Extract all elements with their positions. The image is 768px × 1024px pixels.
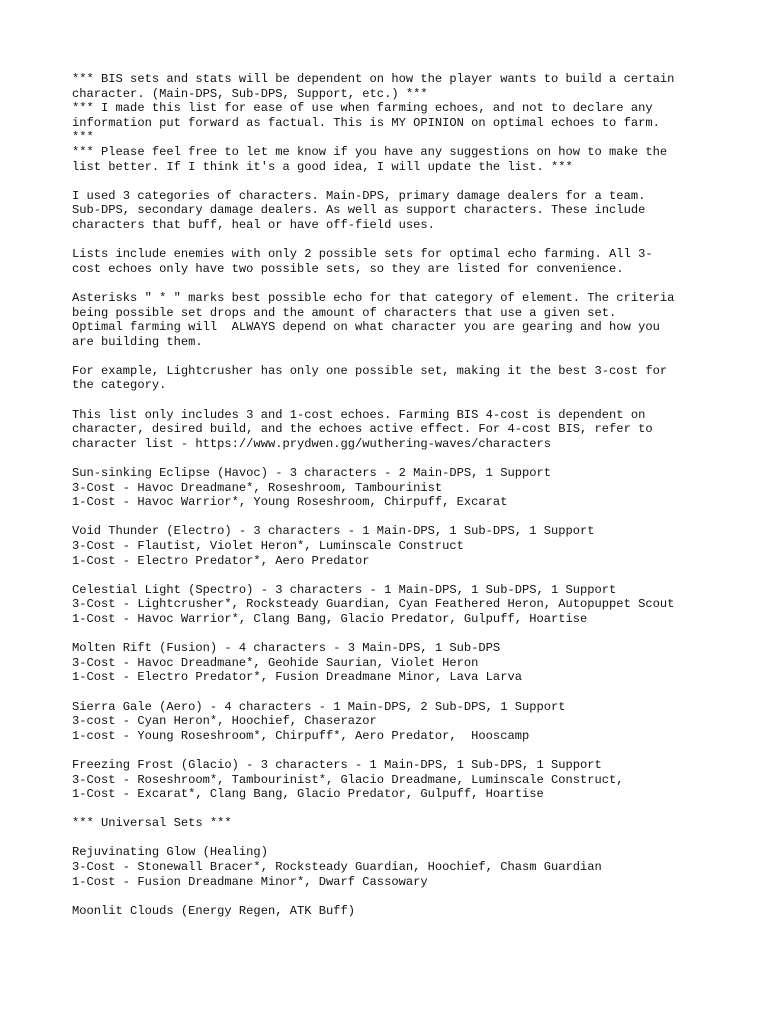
- paragraph: [72, 758, 732, 802]
- text-line: cost echoes only have two possible sets, so they are listed for convenience.: [72, 261, 624, 276]
- text-line: *** I made this list for ease of use when farming echoes, and not to declare any: [72, 101, 653, 116]
- text-line: Sierra Gale (Aero) - 4 characters - 1 Main-DPS, 2 Sub-DPS, 1 Support: [72, 699, 566, 714]
- text-line: 1-Cost - Electro Predator*, Fusion Dreadmane Minor, Lava Larva: [72, 670, 522, 685]
- text-line: *** Please feel free to let me know if you have any suggestions on how to make the: [72, 144, 668, 159]
- paragraph: [72, 700, 732, 744]
- paragraph: [72, 904, 732, 919]
- text-line: 1-Cost - Havoc Warrior*, Young Roseshroom, Chirpuff, Excarat: [72, 495, 508, 510]
- paragraph: [72, 291, 732, 349]
- text-line: characters that buff, heal or have off-field uses.: [72, 217, 435, 232]
- paragraph: [72, 466, 732, 510]
- text-line: 3-Cost - Havoc Dreadmane*, Roseshroom, Tambourinist: [72, 480, 443, 495]
- paragraph: [72, 524, 732, 568]
- text-line: *** BIS sets and stats will be dependent on how the player wants to build a certain: [72, 72, 675, 86]
- text-line: are building them.: [72, 334, 203, 349]
- paragraph: [72, 583, 732, 627]
- text-line: *** Universal Sets ***: [72, 816, 232, 831]
- paragraph: [72, 72, 732, 174]
- text-line: Celestial Light (Spectro) - 3 characters - 1 Main-DPS, 1 Sub-DPS, 1 Support: [72, 582, 617, 597]
- text-line: 1-Cost - Fusion Dreadmane Minor*, Dwarf Cassowary: [72, 874, 428, 889]
- paragraph: [72, 408, 732, 452]
- text-line: Moonlit Clouds (Energy Regen, ATK Buff): [72, 903, 356, 918]
- text-line: character, desired build, and the echoes active effect. For 4-cost BIS, refer to: [72, 422, 653, 437]
- text-line: Optimal farming will ALWAYS depend on what character you are gearing and how you: [72, 320, 660, 335]
- text-line: 1-Cost - Havoc Warrior*, Clang Bang, Glacio Predator, Gulpuff, Hoartise: [72, 611, 588, 626]
- text-line: ***: [72, 130, 94, 145]
- text-line: 1-Cost - Electro Predator*, Aero Predator: [72, 553, 370, 568]
- text-line: Molten Rift (Fusion) - 4 characters - 3 Main-DPS, 1 Sub-DPS: [72, 641, 501, 656]
- text-line: 3-Cost - Roseshroom*, Tambourinist*, Glacio Dreadmane, Luminscale Construct,: [72, 772, 624, 787]
- text-line: I used 3 categories of characters. Main-DPS, primary damage dealers for a team.: [72, 188, 646, 203]
- text-line: information put forward as factual. This is MY OPINION on optimal echoes to farm.: [72, 115, 660, 130]
- text-line: Rejuvinating Glow (Healing): [72, 845, 268, 860]
- text-line: 1-Cost - Excarat*, Clang Bang, Glacio Predator, Gulpuff, Hoartise: [72, 787, 544, 802]
- paragraph: [72, 189, 732, 233]
- text-line: the category.: [72, 378, 167, 393]
- text-line: 3-Cost - Lightcrusher*, Rocksteady Guardian, Cyan Feathered Heron, Autopuppet Scout: [72, 597, 675, 612]
- text-line: character list - https://www.prydwen.gg/wuthering-waves/characters: [72, 436, 551, 451]
- text-line: Sun-sinking Eclipse (Havoc) - 3 characters - 2 Main-DPS, 1 Support: [72, 466, 551, 481]
- text-line: For example, Lightcrusher has only one possible set, making it the best 3-cost for: [72, 363, 668, 378]
- text-line: being possible set drops and the amount of characters that use a given set.: [72, 305, 617, 320]
- paragraph: [72, 247, 732, 276]
- text-line: Freezing Frost (Glacio) - 3 characters - 1 Main-DPS, 1 Sub-DPS, 1 Support: [72, 757, 602, 772]
- text-line: character. (Main-DPS, Sub-DPS, Support, etc.) ***: [72, 86, 428, 101]
- text-line: This list only includes 3 and 1-cost echoes. Farming BIS 4-cost is dependent on: [72, 407, 646, 422]
- paragraph: [72, 641, 732, 685]
- text-line: 3-Cost - Havoc Dreadmane*, Geohide Saurian, Violet Heron: [72, 655, 479, 670]
- text-line: Sub-DPS, secondary damage dealers. As well as support characters. These include: [72, 203, 646, 218]
- document-page: [72, 72, 732, 933]
- text-line: 3-Cost - Flautist, Violet Heron*, Luminscale Construct: [72, 539, 464, 553]
- text-line: Lists include enemies with only 2 possible sets for optimal echo farming. All 3-: [72, 247, 653, 262]
- paragraph: [72, 364, 732, 393]
- text-line: 3-cost - Cyan Heron*, Hoochief, Chaserazor: [72, 714, 377, 729]
- paragraph: [72, 816, 732, 831]
- text-line: Asterisks " * " marks best possible echo for that category of element. The criteria: [72, 290, 675, 305]
- text-line: 3-Cost - Stonewall Bracer*, Rocksteady Guardian, Hoochief, Chasm Guardian: [72, 860, 602, 875]
- text-line: list better. If I think it's a good idea, I will update the list. ***: [72, 159, 573, 174]
- paragraph: [72, 845, 732, 889]
- text-line: Void Thunder (Electro) - 3 characters - 1 Main-DPS, 1 Sub-DPS, 1 Support: [72, 524, 595, 539]
- text-line: 1-cost - Young Roseshroom*, Chirpuff*, Aero Predator, Hooscamp: [72, 728, 530, 743]
